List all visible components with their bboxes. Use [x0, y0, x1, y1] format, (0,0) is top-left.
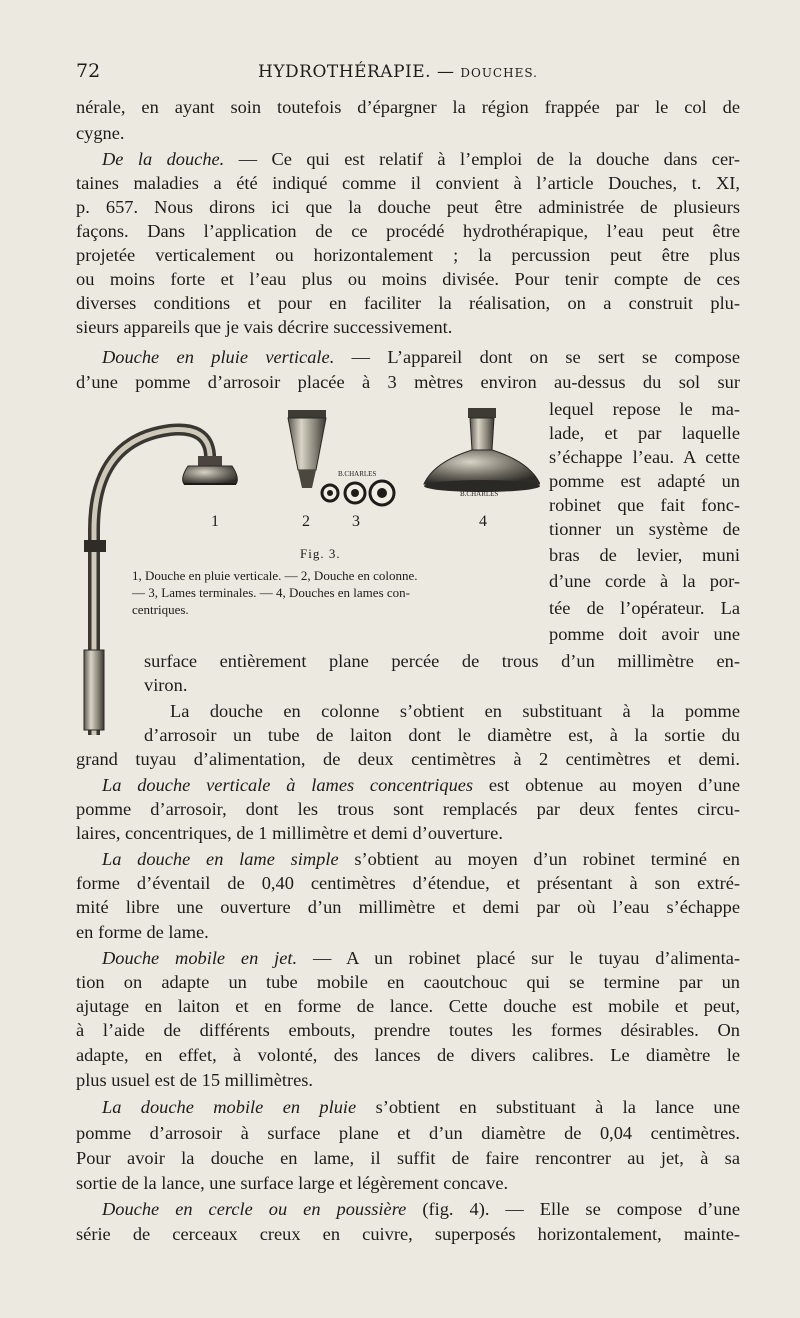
text-line: plus usuel est de 15 millimètres.	[76, 1070, 314, 1090]
text-line: lade, et par laquelle	[549, 423, 740, 443]
figure-number-3: 3	[352, 513, 360, 530]
text-line: pomme est adapté un	[549, 471, 740, 491]
text-line: d’une corde à la por-	[549, 571, 740, 591]
text-line: façons. Dans l’application de ce procédé hydrothérapique, l’eau peut être	[76, 221, 740, 241]
text-line: grand tuyau d’alimentation, de deux centimètres à 2 centimètres et demi.	[76, 749, 740, 769]
text-line: en forme de lame.	[76, 922, 209, 942]
figure-caption-line: — 3, Lames terminales. — 4, Douches en lames con-	[132, 585, 410, 600]
text-line: sieurs appareils que je vais décrire successivement.	[76, 317, 453, 337]
text-line: série de cerceaux creux en cuivre, superposés horizontalement, mainte-	[76, 1224, 740, 1244]
text-line: robinet que fait fonc-	[549, 495, 740, 515]
text-line: Douche en pluie verticale. — L’appareil dont on se sert se compose	[102, 347, 740, 367]
text-line: nérale, en ayant soin toutefois d’épargner la région frappée par le col de	[76, 97, 740, 117]
text-line: adapte, en effet, à volonté, des lances de divers calibres. Le diamètre le	[76, 1045, 740, 1065]
text-line: Pour avoir la douche en lame, il suffit de faire rencontrer au jet, à sa	[76, 1148, 740, 1168]
shower-column-nozzle	[288, 410, 326, 488]
text-line: tion on adapte un tube mobile en caoutchouc qui se termine par un	[76, 972, 740, 992]
text-line: pomme d’arrosoir à surface plane et d’un diamètre de 0,04 centimètres.	[76, 1123, 740, 1143]
text-line: laires, concentriques, de 1 millimètre et demi d’ouverture.	[76, 823, 503, 843]
figure-number-2: 2	[302, 513, 310, 530]
figure-shower-apparatus	[60, 400, 540, 740]
paragraph-heading: De la douche.	[102, 149, 225, 169]
figure-number-1: 1	[211, 513, 219, 530]
engraver-mark: B.CHARLES	[338, 470, 377, 478]
text-line: ajutage en laiton et en forme de lance. Cette douche est mobile et peut,	[76, 996, 740, 1016]
text-line: Douche mobile en jet. — A un robinet placé sur le tuyau d’alimenta-	[102, 948, 740, 968]
text-line: tionner un système de	[549, 519, 740, 539]
paragraph-heading: Douche en pluie verticale.	[102, 347, 335, 367]
paragraph-heading: Douche en cercle ou en poussière	[102, 1199, 407, 1219]
text-line: bras de levier, muni	[549, 545, 740, 565]
figure-caption-line: 1, Douche en pluie verticale. — 2, Douche en colonne.	[132, 568, 418, 583]
text-line: lequel repose le ma-	[549, 399, 740, 419]
text-line: viron.	[144, 675, 188, 695]
text-line: d’arrosoir un tube de laiton dont le diamètre est, à la sortie du	[144, 725, 740, 745]
paragraph-heading: La douche en lame simple	[102, 849, 339, 869]
text-line: à l’aide de différents embouts, prendre toutes les formes désirables. On	[76, 1020, 740, 1040]
text-line: pomme doit avoir une	[549, 624, 740, 644]
text-line: surface entièrement plane percée de trous d’un millimètre en-	[144, 651, 740, 671]
text-line: taines maladies a été indiqué comme il convient à l’article Douches, t. XI,	[76, 173, 740, 193]
text-line: La douche en colonne s’obtient en substituant à la pomme	[170, 701, 740, 721]
text-line: tée de l’opérateur. La	[549, 598, 740, 618]
section-name: DOUCHES.	[460, 66, 538, 80]
figure-caption-title: Fig. 3.	[300, 546, 341, 561]
text-line: diverses conditions et pour en faciliter la réalisation, on a construit plu-	[76, 293, 740, 313]
text-line: projetée verticalement ou horizontalement ; la percussion peut être plus	[76, 245, 740, 265]
text-line: cygne.	[76, 123, 125, 143]
engraver-mark: B.CHARLES	[460, 490, 499, 498]
text-line: forme d’éventail de 0,40 centimètres d’étendue, et présentant à son extré-	[76, 873, 740, 893]
paragraph-heading: Douche mobile en jet.	[102, 948, 298, 968]
text-line: s’échappe l’eau. A cette	[549, 447, 740, 467]
shower-concentric-bell	[424, 408, 540, 492]
text-line: pomme d’arrosoir, dont les trous sont remplacés par deux fentes circu-	[76, 799, 740, 819]
text-line: mité libre une ouverture d’un millimètre et demi par où l’eau s’échappe	[76, 897, 740, 917]
text-line: La douche mobile en pluie s’obtient en substituant à la lance une	[102, 1097, 740, 1117]
text-line: La douche verticale à lames concentriques est obtenue au moyen d’une	[102, 775, 740, 795]
text-line: Douche en cercle ou en poussière (fig. 4). — Elle se compose d’une	[102, 1199, 740, 1219]
paragraph-heading: La douche mobile en pluie	[102, 1097, 357, 1117]
text-line: ou moins forte et l’eau plus ou moins divisée. Pour tenir compte de ces	[76, 269, 740, 289]
page-number: 72	[76, 60, 101, 82]
shower-terminal-rings	[322, 481, 394, 505]
text-line: De la douche. — Ce qui est relatif à l’emploi de la douche dans cer-	[102, 149, 740, 169]
figure-caption-line: centriques.	[132, 602, 189, 617]
book-title: HYDROTHÉRAPIE.	[258, 62, 432, 82]
figure-number-4: 4	[479, 513, 487, 530]
text-line: d’une pomme d’arrosoir placée à 3 mètres environ au-dessus du sol sur	[76, 372, 740, 392]
running-title	[258, 62, 538, 82]
paragraph-heading: La douche verticale à lames concentriques	[102, 775, 474, 795]
header-dash: —	[436, 62, 455, 82]
text-line: sortie de la lance, une surface large et légèrement concave.	[76, 1173, 509, 1193]
running-header	[0, 58, 800, 86]
text-line: La douche en lame simple s’obtient au moyen d’un robinet terminé en	[102, 849, 740, 869]
text-line: p. 657. Nous dirons ici que la douche peut être administrée de plusieurs	[76, 197, 740, 217]
